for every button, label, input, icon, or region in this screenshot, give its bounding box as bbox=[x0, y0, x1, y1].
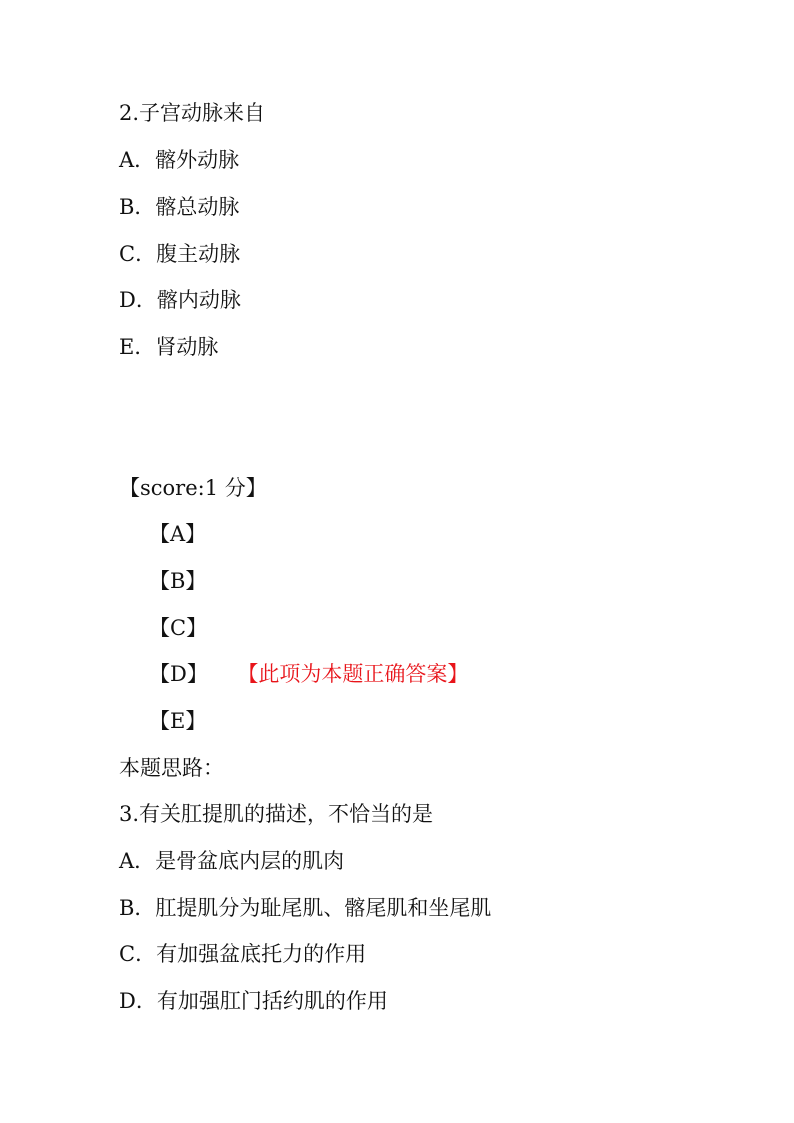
question-2-option-b: B．髂总动脉 bbox=[119, 195, 240, 219]
question-2-option-e: E．肾动脉 bbox=[119, 335, 219, 359]
question-3-stem: 3.有关肛提肌的描述，不恰当的是 bbox=[119, 802, 434, 826]
answer-b: 【B】 bbox=[149, 569, 207, 593]
question-2-option-a: A．髂外动脉 bbox=[119, 148, 240, 172]
question-3-option-c: C．有加强盆底托力的作用 bbox=[119, 942, 367, 966]
score-label: 【score:1 分】 bbox=[119, 476, 267, 500]
question-2-stem: 2.子宫动脉来自 bbox=[119, 101, 266, 125]
question-3-option-d: D．有加强肛门括约肌的作用 bbox=[119, 989, 388, 1013]
answer-c: 【C】 bbox=[149, 616, 208, 640]
question-2-option-c: C．腹主动脉 bbox=[119, 242, 241, 266]
reasoning-label: 本题思路： bbox=[119, 756, 224, 780]
correct-answer-marker: 【此项为本题正确答案】 bbox=[247, 662, 469, 686]
answer-e: 【E】 bbox=[149, 709, 207, 733]
answer-d-row bbox=[149, 660, 468, 688]
answer-d: 【D】 bbox=[149, 662, 208, 686]
question-2-option-d: D．髂内动脉 bbox=[119, 288, 241, 312]
question-3-option-a: A．是骨盆底内层的肌肉 bbox=[119, 849, 345, 873]
answer-a: 【A】 bbox=[149, 522, 207, 546]
question-3-option-b: B．肛提肌分为耻尾肌、髂尾肌和坐尾肌 bbox=[119, 896, 492, 920]
